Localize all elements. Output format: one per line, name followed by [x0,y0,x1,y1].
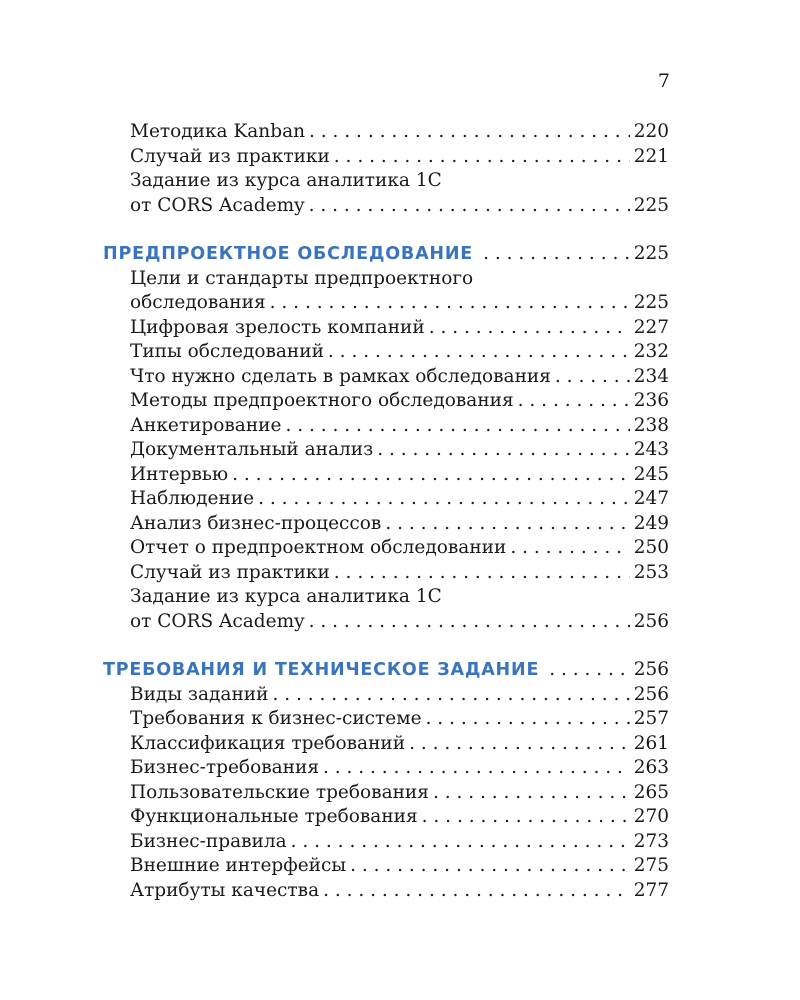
toc-entry [103,561,669,586]
toc-entry-page-number: 253 [633,561,669,583]
toc-entry [103,732,669,757]
dot-leader [483,242,630,267]
toc-entry-label: Пользовательские требования [130,781,429,803]
toc-entry-page-number: 220 [633,121,669,142]
toc-entry-label: Виды заданий [130,683,269,705]
toc-entry-page-number: 256 [633,610,669,632]
toc-entry-label: Бизнес-правила [130,830,287,852]
toc-section-heading-label: ТРЕБОВАНИЯ И ТЕХНИЧЕСКОЕ ЗАДАНИЕ [103,660,540,680]
toc-entry-label: от CORS Academy [130,610,305,632]
dot-leader [291,830,630,855]
toc-entry [103,267,669,292]
dot-leader [232,463,630,488]
toc-entry-page-number: 234 [633,365,669,387]
dot-leader [323,879,630,904]
toc-section-heading-label: ПРЕДПРОЕКТНОЕ ОБСЛЕДОВАНИЕ [103,244,474,264]
toc-entry-label: Функциональные требования [130,806,418,827]
toc-entry-page-number: 227 [633,316,669,338]
toc-entry [103,169,669,194]
toc-entry-label: Классификация требований [130,732,406,754]
toc-entry [103,389,669,414]
toc-entry-label: Документальный анализ [130,439,374,460]
toc-entry [103,414,669,439]
dot-leader [270,291,630,316]
toc-entry [103,610,669,635]
toc-entry [103,487,669,512]
toc-entry-page-number: 275 [633,855,669,876]
toc-entry [103,194,669,219]
toc-entry-page-number: 257 [633,708,669,729]
dot-leader [510,536,629,561]
toc-entry-page-number: 236 [633,390,669,411]
toc-entry-page-number: 256 [633,683,669,705]
toc-entry [103,438,669,463]
toc-entry-label: Анализ бизнес-процессов [130,512,382,534]
toc-entry [103,830,669,855]
page-number: 7 [657,70,670,92]
dot-leader [555,365,630,390]
toc-entry-label: Требования к бизнес-системе [130,708,422,729]
toc-entry-page-number: 221 [633,145,669,167]
toc-entry-page-number: 273 [633,830,669,852]
toc-entry [103,879,669,904]
toc-section-heading [103,658,669,683]
toc-entry [103,340,669,365]
toc-entry [103,120,669,145]
toc-section-heading-page-number: 256 [633,659,669,680]
dot-leader [285,414,629,439]
dot-leader [549,658,629,683]
toc-entry-page-number: 250 [633,537,669,558]
toc-entry-label: Бизнес-требования [130,757,319,778]
dot-leader [433,781,630,806]
toc-entry-label: Анкетирование [130,414,282,436]
toc-entry-page-number: 277 [633,879,669,901]
dot-leader [350,854,630,879]
toc-entry-label: Случай из практики [130,561,330,583]
dot-leader [518,389,630,414]
table-of-contents [103,120,669,927]
dot-leader [258,487,630,512]
toc-entry-page-number: 263 [633,757,669,778]
toc-entry-page-number: 225 [633,194,669,216]
dot-leader [334,561,630,586]
toc-entry-label: Цели и стандарты предпроектного [130,267,474,289]
toc-section-heading [103,242,669,267]
toc-entry-page-number: 245 [633,463,669,485]
dot-leader [334,145,630,170]
toc-entry-label: Отчет о предпроектном обследовании [130,537,507,558]
toc-entry-page-number: 249 [633,512,669,534]
toc-entry [103,854,669,879]
toc-entry-label: Внешние интерфейсы [130,855,347,876]
toc-entry-label: Интервью [130,463,229,485]
toc-entry-page-number: 261 [633,732,669,754]
toc-entry [103,316,669,341]
toc-entry [103,145,669,170]
dot-leader [426,707,630,732]
toc-entry-page-number: 243 [633,439,669,460]
toc-entry-label: Методы предпроектного обследования [130,390,514,411]
dot-leader [328,340,630,365]
toc-entry-label: Что нужно сделать в рамках обследования [130,365,551,387]
toc-entry-page-number: 270 [633,806,669,827]
toc-entry-label: Типы обследований [130,341,324,362]
toc-entry-label: Задание из курса аналитика 1С [130,586,442,607]
toc-entry [103,707,669,732]
toc-entry [103,805,669,830]
toc-entry-label: Методика Kanban [130,121,306,142]
toc-block [103,658,669,903]
toc-entry-label: Атрибуты качества [130,879,320,901]
toc-entry-page-number: 247 [633,488,669,509]
dot-leader [429,316,630,341]
toc-entry [103,683,669,708]
toc-entry-label: Цифровая зрелость компаний [130,316,425,338]
dot-leader [309,610,630,635]
toc-entry [103,756,669,781]
toc-entry-page-number: 238 [633,414,669,436]
dot-leader [309,194,630,219]
toc-entry [103,585,669,610]
dot-leader [409,732,630,757]
toc-entry-label: Наблюдение [130,488,255,509]
toc-entry [103,291,669,316]
toc-entry [103,781,669,806]
toc-entry-label: Задание из курса аналитика 1С [130,170,442,191]
dot-leader [422,805,630,830]
dot-leader [272,683,629,708]
dot-leader [385,512,629,537]
dot-leader [377,438,629,463]
toc-section-heading-page-number: 225 [633,243,669,264]
toc-entry [103,536,669,561]
dot-leader [309,120,630,145]
toc-entry-page-number: 225 [633,292,669,313]
toc-entry [103,365,669,390]
toc-entry-page-number: 232 [633,341,669,362]
toc-block [103,242,669,634]
toc-entry-page-number: 265 [633,781,669,803]
toc-entry-label: от CORS Academy [130,194,305,216]
toc-block [103,120,669,218]
dot-leader [323,756,630,781]
toc-entry-label: Случай из практики [130,145,330,167]
toc-entry-label: обследования [130,292,266,313]
toc-entry [103,512,669,537]
toc-entry [103,463,669,488]
